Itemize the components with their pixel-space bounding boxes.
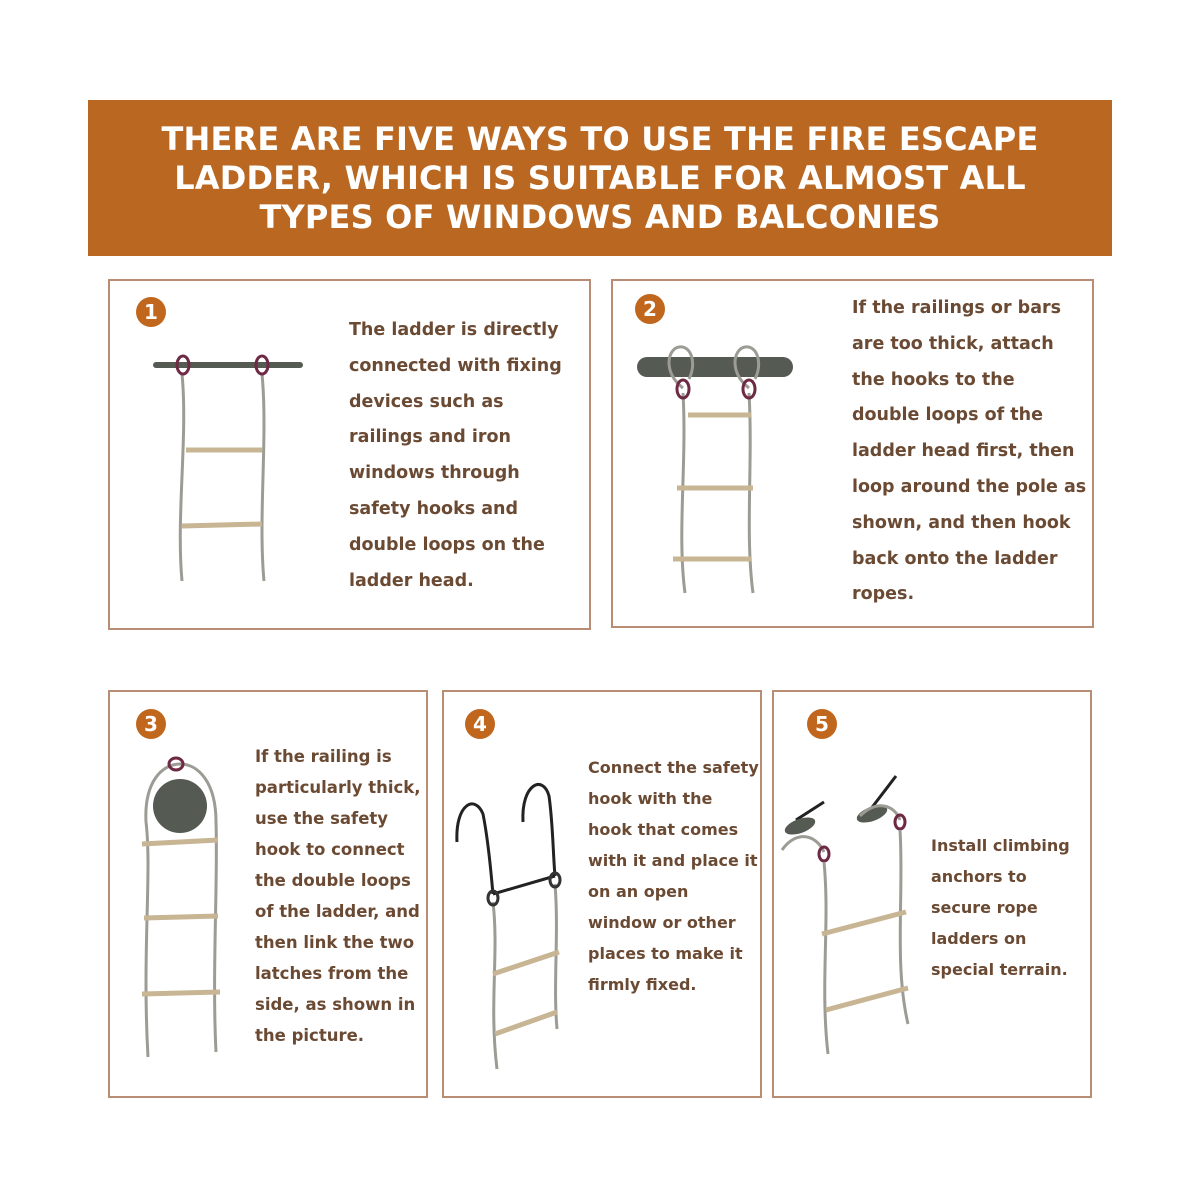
method-description: The ladder is directly connected with fixing devices such as railings and iron windows through safety hooks and double loops on the ladder head.: [349, 320, 562, 591]
climbing-anchor-ladder-icon: [776, 774, 926, 1064]
title-banner: [88, 100, 1112, 256]
method-card-4: [442, 690, 762, 1098]
method-description: If the railing is particularly thick, use the safety hook to connect the double loops of the ladder, and then link the two latches from the side, as shown in the picture.: [255, 747, 421, 1045]
step-number-badge: 5: [807, 709, 837, 739]
railing-ladder-icon: [150, 346, 320, 586]
method-description: Connect the safety hook with the hook that comes with it and place it on an open window or other places to make it firmly fixed.: [588, 758, 759, 994]
method-card-1: [108, 279, 591, 630]
method-card-5: [772, 690, 1092, 1098]
method-card-3: [108, 690, 428, 1098]
step-number-badge: 2: [635, 294, 665, 324]
step-number-badge: 4: [465, 709, 495, 739]
method-card-2: [611, 279, 1094, 628]
window-hook-ladder-icon: [449, 774, 579, 1074]
thick-bar-ladder-icon: [633, 343, 803, 603]
round-post-ladder-icon: [132, 752, 242, 1062]
method-description: Install climbing anchors to secure rope ladders on special terrain.: [931, 836, 1070, 979]
page-title: THERE ARE FIVE WAYS TO USE THE FIRE ESCAPE LADDER, WHICH IS SUITABLE FOR ALMOST ALL TYPES OF WINDOWS AND BALCONIES: [161, 119, 1039, 236]
step-number-badge: 3: [136, 709, 166, 739]
method-description: If the railings or bars are too thick, attach the hooks to the double loops of the ladder head first, then loop around the pole as shown, and then hook back onto the ladder ropes.: [852, 298, 1087, 605]
step-number-badge: 1: [136, 297, 166, 327]
